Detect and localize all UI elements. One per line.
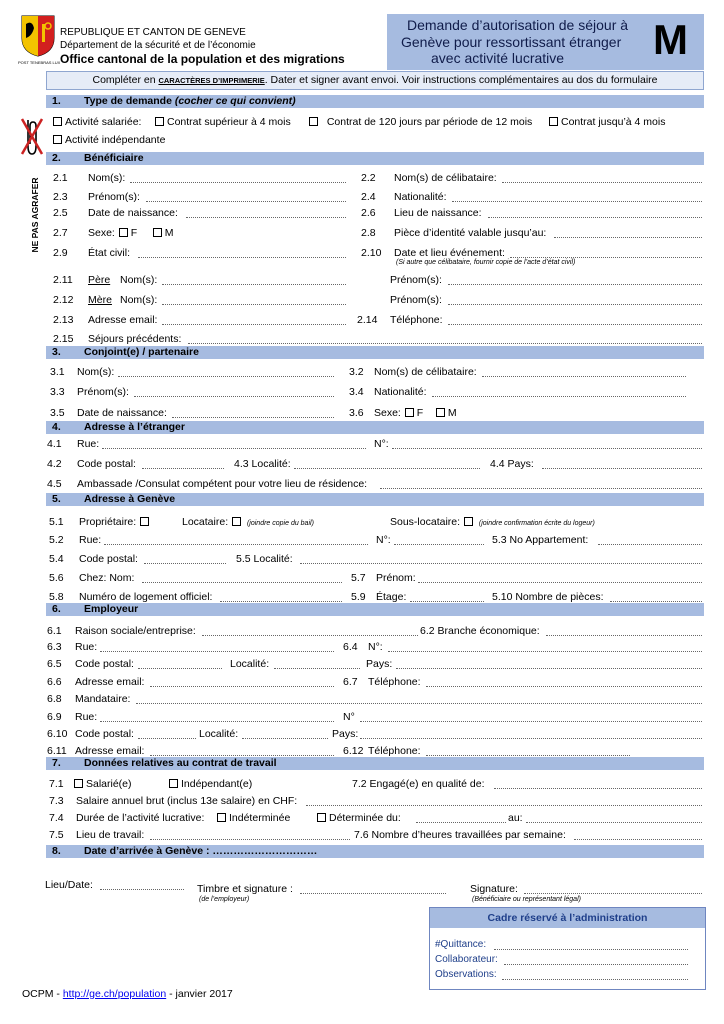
instructions-post: . Dater et signer avant envoi. Voir instructions complémentaires au dos du formulaire [264,74,658,86]
collaborateur-label: Collaborateur: [435,954,498,965]
pere-nom-field[interactable] [162,284,346,285]
engage-qualite-field[interactable] [494,788,702,789]
field-num: 6.12 [343,745,364,757]
observations-field[interactable] [502,979,688,980]
heures-semaine-label: 7.6 Nombre d’heures travaillées par semaine: [354,829,566,841]
mandataire-localite-label: Localité: [199,728,239,740]
mandataire-localite-field[interactable] [242,738,328,739]
conjoint-nom-label: Nom(s): [77,366,115,378]
piece-identite-label: Pièce d’identité valable jusqu’au: [394,227,547,239]
field-num: 2.3 [53,191,68,203]
field-num: 6.3 [47,641,62,653]
no-appartement-label: 5.3 No Appartement: [492,534,589,546]
ne-pas-agrafer-label: NE PAS AGRAFER [30,177,40,253]
form-letter: M [653,16,688,63]
mandataire-code-postal-label: Code postal: [75,728,134,740]
conjoint-nationalite-field[interactable] [432,396,686,397]
lieu-travail-label: Lieu de travail: [76,829,145,841]
mandataire-pays-label: Pays: [332,728,359,740]
geneve-no-field[interactable] [394,544,484,545]
chez-nom-field[interactable] [142,582,342,583]
etranger-pays-field[interactable] [542,468,702,469]
field-num: 5.8 [49,591,64,603]
sous-locataire-option[interactable]: Sous-locataire: (joindre confirmation écrite du logeur) [390,516,595,528]
republique-label: REPUBLIQUE ET CANTON DE GENEVE [60,27,246,38]
nom-field[interactable] [130,182,346,183]
pere-label: Père [88,274,111,286]
etat-civil-note: (Si autre que célibataire, fournir copie de l’acte d’état civil) [396,259,576,266]
nom-celibataire-field[interactable] [502,182,702,183]
branche-economique-field[interactable] [546,635,702,636]
etranger-localite-label: 4.3 Localité: [234,458,291,470]
field-num: 3.2 [349,366,364,378]
numero-logement-field[interactable] [220,601,342,602]
field-num: 2.1 [53,172,68,184]
type-independante[interactable]: Activité indépendante [52,134,165,146]
field-num: 6.4 [343,641,358,653]
ambassade-field[interactable] [380,488,702,489]
chez-prenom-label: Prénom: [376,572,416,584]
conjoint-nom-field[interactable] [118,376,334,377]
field-num: 2.13 [53,314,74,326]
ambassade-label: Ambassade /Consulat compétent pour votre lieu de résidence: [77,478,368,490]
mandataire-no-field[interactable] [360,721,702,722]
section-6-header: 6. Employeur [46,603,704,616]
employeur-rue-label: Rue: [75,641,98,653]
employeur-localite-label: Localité: [230,658,270,670]
field-num: 5.9 [351,591,366,603]
employeur-email-field[interactable] [150,686,334,687]
nationalite-label: Nationalité: [394,191,447,203]
checkbox-icon[interactable] [53,135,62,144]
form-title-line-3: avec activité lucrative [431,50,565,66]
footer-pre: OCPM - [22,988,63,1000]
section-7-header: 7. Données relatives au contrat de travail [46,757,704,770]
lieu-date-field[interactable] [100,889,184,890]
etranger-rue-field[interactable] [102,448,366,449]
salarie-option[interactable]: Salarié(e) [73,778,132,790]
heures-semaine-field[interactable] [574,839,702,840]
field-num: 2.15 [53,333,74,345]
field-num: 6.5 [47,658,62,670]
no-staple-icon [20,116,44,158]
field-num: 6.1 [47,625,62,637]
etat-civil-field[interactable] [138,257,346,258]
duree-activite-label: Durée de l’activité lucrative: [76,812,205,824]
etage-field[interactable] [410,601,484,602]
type-contrat-sup-4-mois[interactable]: Contrat supérieur à 4 mois [154,116,291,128]
field-num: 7.4 [49,812,64,824]
field-num: 2.9 [53,247,68,259]
form-title-box [387,14,704,70]
field-num: 5.1 [49,516,64,528]
section-3-header: 3. Conjoint(e) / partenaire [46,346,704,359]
chez-nom-label: Chez: Nom: [79,572,135,584]
mandataire-rue-label: Rue: [75,711,98,723]
employeur-localite-field[interactable] [274,668,360,669]
etranger-code-postal-label: Code postal: [77,458,136,470]
determinee-au-label: au: [508,812,523,824]
admin-title: Cadre réservé à l’administration [430,908,705,928]
mere-prenom-field[interactable] [448,304,702,305]
email-label: Adresse email: [88,314,158,326]
signature-note: (Bénéficiaire ou représentant légal) [472,896,581,903]
mere-nom-field[interactable] [162,304,346,305]
field-num: 2.10 [361,247,382,259]
checkbox-icon[interactable] [232,517,241,526]
conjoint-sexe-group: Sexe: F M [374,407,457,419]
checkbox-icon[interactable] [317,813,326,822]
type-contrat-120-jours[interactable]: Contrat de 120 jours par période de 12 mois [308,116,532,128]
footer [22,988,233,1000]
field-num: 3.5 [50,407,65,419]
mere-nom-label: Nom(s): [120,294,158,306]
conjoint-nom-celibataire-label: Nom(s) de célibataire: [374,366,477,378]
determinee-option[interactable]: Déterminée du: [316,812,401,824]
sejours-precedents-field[interactable] [188,343,702,344]
determinee-du-field[interactable] [416,822,506,823]
field-num: 2.8 [361,227,376,239]
etranger-code-postal-field[interactable] [142,468,224,469]
employeur-telephone-field[interactable] [426,686,702,687]
signature-field[interactable] [524,893,702,894]
field-num: 6.9 [47,711,62,723]
lieu-naissance-field[interactable] [488,217,702,218]
indeterminee-option[interactable]: Indéterminée [216,812,290,824]
determinee-au-field[interactable] [526,822,702,823]
telephone-label: Téléphone: [390,314,443,326]
conjoint-date-naissance-field[interactable] [172,417,334,418]
footer-post: - janvier 2017 [166,988,233,1000]
pere-prenom-label: Prénom(s): [390,274,442,286]
etranger-pays-label: 4.4 Pays: [490,458,534,470]
independant-option[interactable]: Indépendant(e) [168,778,252,790]
etranger-no-label: N°: [374,438,389,450]
employeur-pays-field[interactable] [396,668,702,669]
field-num: 2.7 [53,227,68,239]
checkbox-icon[interactable] [140,517,149,526]
geneve-rue-label: Rue: [79,534,102,546]
checkbox-icon[interactable] [169,779,178,788]
collaborateur-field[interactable] [504,964,688,965]
checkbox-icon[interactable] [53,117,62,126]
checkbox-icon[interactable] [119,228,128,237]
field-num: 2.5 [53,207,68,219]
checkbox-icon[interactable] [436,408,445,417]
salaire-label: Salaire annuel brut (inclus 13e salaire) en CHF: [76,795,298,807]
field-num: 2.4 [361,191,376,203]
employeur-code-postal-label: Code postal: [75,658,134,670]
raison-sociale-label: Raison sociale/entreprise: [75,625,196,637]
section-5-header: 5. Adresse à Genève [46,493,704,506]
prenom-field[interactable] [146,201,346,202]
employeur-no-field[interactable] [388,651,702,652]
date-naissance-label: Date de naissance: [88,207,178,219]
lieu-naissance-label: Lieu de naissance: [394,207,482,219]
field-num: 4.1 [47,438,62,450]
field-num: 3.6 [349,407,364,419]
footer-link[interactable]: http://ge.ch/population [62,988,167,1000]
employeur-email-label: Adresse email: [75,676,145,688]
field-num: 2.12 [53,294,74,306]
field-num: 6.11 [47,745,67,757]
etranger-localite-field[interactable] [294,468,480,469]
section-4-header: 4. Adresse à l’étranger [46,421,704,434]
sejours-precedents-label: Séjours précédents: [88,333,182,345]
field-num: 3.3 [50,386,65,398]
field-num: 6.10 [47,728,68,740]
field-num: 5.6 [49,572,64,584]
email-field[interactable] [162,324,346,325]
quittance-field[interactable] [494,949,688,950]
instructions-bar [46,71,704,90]
employeur-telephone-label: Téléphone: [368,676,421,688]
mere-label: Mère [88,294,112,306]
etat-civil-label: État civil: [88,247,131,259]
checkbox-icon[interactable] [464,517,473,526]
instructions-pre: Compléter en [92,74,159,86]
checkbox-icon[interactable] [74,779,83,788]
form-title-line-2: Genève pour ressortissant étranger [401,34,622,50]
geneva-coat-of-arms [20,14,56,58]
conjoint-prenom-field[interactable] [134,396,334,397]
checkbox-icon[interactable] [549,117,558,126]
lieu-date-label: Lieu/Date: [45,879,93,891]
geneve-code-postal-field[interactable] [144,563,226,564]
sexe-group: Sexe: F M [88,227,174,239]
nombre-pieces-label: 5.10 Nombre de pièces: [492,591,604,603]
employeur-no-label: N°: [368,641,383,653]
telephone-field[interactable] [448,324,702,325]
locataire-option[interactable]: Locataire: (joindre copie du bail) [182,516,314,528]
field-num: 6.8 [47,693,62,705]
nom-label: Nom(s): [88,172,126,184]
checkbox-icon[interactable] [405,408,414,417]
motto: POST TENEBRAS LUX [18,60,61,65]
mandataire-field[interactable] [136,703,702,704]
employeur-rue-field[interactable] [100,651,334,652]
field-num: 2.11 [53,274,73,286]
admin-box [429,907,706,990]
signature-label: Signature: [470,883,518,895]
mandataire-rue-field[interactable] [100,721,334,722]
conjoint-date-naissance-label: Date de naissance: [77,407,167,419]
field-num: 5.4 [49,553,64,565]
field-num: 2.14 [357,314,378,326]
field-num: 6.7 [343,676,358,688]
nationalite-field[interactable] [452,201,702,202]
field-num: 6.6 [47,676,62,688]
geneve-code-postal-label: Code postal: [79,553,138,565]
mandataire-telephone-label: Téléphone: [368,745,421,757]
branche-economique-label: 6.2 Branche économique: [420,625,540,637]
date-lieu-evenement-field[interactable] [510,257,702,258]
form-title-line-1: Demande d’autorisation de séjour à [407,17,629,33]
lieu-travail-field[interactable] [150,839,350,840]
mandataire-pays-field[interactable] [360,738,702,739]
field-num: 2.6 [361,207,376,219]
geneve-localite-field[interactable] [300,563,702,564]
geneve-no-label: N°: [376,534,391,546]
type-contrat-4-mois[interactable]: Contrat jusqu’à 4 mois [548,116,665,128]
mandataire-no-label: N° [343,711,355,723]
etranger-no-field[interactable] [392,448,702,449]
timbre-note: (de l’employeur) [199,896,250,903]
checkbox-icon[interactable] [155,117,164,126]
piece-identite-field[interactable] [554,237,702,238]
geneve-rue-field[interactable] [104,544,368,545]
etage-label: Étage: [376,591,407,603]
field-num: 4.2 [47,458,62,470]
section-2-header: 2. Bénéficiaire [46,152,704,165]
geneve-localite-label: 5.5 Localité: [236,553,293,565]
mandataire-telephone-field[interactable] [426,755,630,756]
proprietaire-option[interactable]: Propriétaire: [79,516,152,528]
mandataire-email-label: Adresse email: [75,745,145,757]
checkbox-icon[interactable] [309,117,318,126]
office-label: Office cantonal de la population et des migrations [60,52,345,66]
field-num: 4.5 [47,478,62,490]
prenom-label: Prénom(s): [88,191,140,203]
type-salariee[interactable]: Activité salariée: [52,116,141,128]
nombre-pieces-field[interactable] [610,601,702,602]
mandataire-code-postal-field[interactable] [138,738,196,739]
observations-label: Observations: [435,969,497,980]
timbre-signature-label: Timbre et signature : [197,883,293,895]
numero-logement-label: Numéro de logement officiel: [79,591,213,603]
field-num: 5.2 [49,534,64,546]
timbre-signature-field[interactable] [300,893,446,894]
nom-celibataire-label: Nom(s) de célibataire: [394,172,497,184]
checkbox-icon[interactable] [217,813,226,822]
conjoint-nom-celibataire-field[interactable] [482,376,686,377]
mere-prenom-label: Prénom(s): [390,294,442,306]
field-num: 3.1 [50,366,65,378]
conjoint-prenom-label: Prénom(s): [77,386,129,398]
section-8-header: 8. Date d’arrivée à Genève : ………………………… [46,845,704,858]
pere-nom-label: Nom(s): [120,274,158,286]
chez-prenom-field[interactable] [418,582,702,583]
employeur-code-postal-field[interactable] [138,668,222,669]
section-1-header: 1. Type de demande (cocher ce qui convient) [46,95,704,108]
field-num: 3.4 [349,386,364,398]
field-num: 7.1 [49,778,64,790]
date-lieu-evenement-label: Date et lieu événement: [394,247,505,259]
no-appartement-field[interactable] [598,544,702,545]
raison-sociale-field[interactable] [202,635,418,636]
instructions-caps: CARACTÈRES D’IMPRIMERIE [158,76,265,85]
pere-prenom-field[interactable] [448,284,702,285]
field-num: 5.7 [351,572,366,584]
salaire-field[interactable] [306,805,702,806]
departement-label: Département de la sécurité et de l’économie [60,40,256,51]
checkbox-icon[interactable] [153,228,162,237]
mandataire-email-field[interactable] [150,755,334,756]
field-num: 7.3 [49,795,64,807]
conjoint-nationalite-label: Nationalité: [374,386,427,398]
date-naissance-field[interactable] [186,217,346,218]
engage-qualite-label: 7.2 Engagé(e) en qualité de: [352,778,485,790]
field-num: 2.2 [361,172,376,184]
etranger-rue-label: Rue: [77,438,100,450]
quittance-label: #Quittance: [435,939,487,950]
mandataire-label: Mandataire: [75,693,131,705]
field-num: 7.5 [49,829,64,841]
employeur-pays-label: Pays: [366,658,393,670]
